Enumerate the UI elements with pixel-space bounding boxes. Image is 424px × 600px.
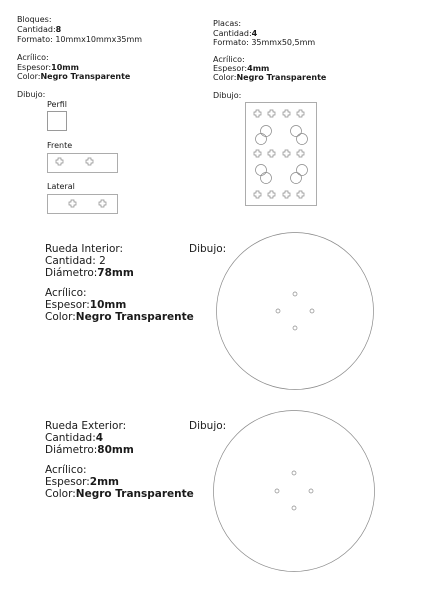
rueda-exterior-espesor <box>45 476 119 488</box>
rueda-interior-color-value: Negro Transparente <box>75 311 194 323</box>
placas-cantidad-value: 4 <box>251 29 258 38</box>
rueda-interior-dibujo-label: Dibujo: <box>189 243 227 255</box>
rueda-interior-espesor <box>45 299 126 311</box>
rueda-exterior-color-value: Negro Transparente <box>75 488 194 500</box>
rueda-interior-diametro <box>45 267 134 279</box>
rueda-exterior-cantidad <box>45 432 103 444</box>
rueda-exterior-drawing <box>213 410 375 572</box>
placas-dibujo-label: Dibujo: <box>213 91 242 100</box>
rueda-exterior-acrilico-label: Acrílico: <box>45 464 87 476</box>
rueda-exterior-espesor-label: Espesor: <box>45 476 90 488</box>
bloques-title: Bloques: <box>17 15 52 24</box>
bloques-color-value: Negro Transparente <box>40 72 131 81</box>
bloques-color-label: Color: <box>17 72 41 81</box>
bloques-cantidad-label: Cantidad: <box>17 25 56 34</box>
bloques-cantidad <box>17 25 61 35</box>
bloques-espesor-label: Espesor: <box>17 63 52 72</box>
bloques-acrilico-label: Acrílico: <box>17 53 49 62</box>
bloques-formato-value: 10mmx10mmx35mm <box>55 35 143 44</box>
placa-row-3 <box>254 191 304 198</box>
rueda-interior-espesor-value: 10mm <box>89 299 127 311</box>
bloques-dibujo-label: Dibujo: <box>17 90 46 99</box>
rueda-interior-cantidad <box>45 255 106 267</box>
perfil-label: Perfil <box>47 100 68 109</box>
rueda-exterior-diametro-label: Diámetro: <box>45 444 98 456</box>
lateral-drawing <box>47 194 118 214</box>
rueda-interior-title: Rueda Interior: <box>45 243 124 255</box>
placas-color <box>213 73 326 83</box>
frente-drawing <box>47 153 118 173</box>
rueda-exterior-cantidad-label: Cantidad: <box>45 432 96 444</box>
placas-acrilico-label: Acrílico: <box>213 55 245 64</box>
rueda-exterior-title: Rueda Exterior: <box>45 420 127 432</box>
bloques-formato <box>17 35 142 45</box>
rueda-interior-cantidad-label: Cantidad: <box>45 255 96 267</box>
perfil-drawing <box>47 111 67 131</box>
rueda-exterior-diametro-value: 80mm <box>97 444 134 456</box>
bloques-color <box>17 72 130 82</box>
bloques-cantidad-value: 8 <box>55 25 62 34</box>
placas-color-label: Color: <box>213 73 237 82</box>
rueda-exterior-color-label: Color: <box>45 488 76 500</box>
rueda-interior-color <box>45 311 194 323</box>
rueda-interior-color-label: Color: <box>45 311 76 323</box>
rueda-interior-diametro-label: Diámetro: <box>45 267 98 279</box>
placas-formato-value: 35mmx50,5mm <box>251 38 316 47</box>
rueda-exterior-dibujo-label: Dibujo: <box>189 420 227 432</box>
placas-espesor-label: Espesor: <box>213 64 248 73</box>
placa-drawing <box>245 102 317 206</box>
lateral-label: Lateral <box>47 182 75 191</box>
placas-espesor-value: 4mm <box>247 64 270 73</box>
placas-formato-label: Formato: <box>213 38 249 47</box>
rueda-exterior-espesor-value: 2mm <box>89 476 119 488</box>
rueda-interior-cantidad-value: 2 <box>99 255 106 267</box>
placas-cantidad-label: Cantidad: <box>213 29 252 38</box>
rueda-interior-acrilico-label: Acrílico: <box>45 287 87 299</box>
rueda-exterior-cantidad-value: 4 <box>95 432 104 444</box>
rueda-interior-drawing <box>216 232 374 390</box>
rueda-exterior-color <box>45 488 194 500</box>
placa-row-2 <box>254 150 304 157</box>
placas-color-value: Negro Transparente <box>236 73 327 82</box>
placas-title: Placas: <box>213 19 242 28</box>
placas-formato <box>213 38 315 48</box>
rueda-interior-espesor-label: Espesor: <box>45 299 90 311</box>
rueda-exterior-diametro <box>45 444 134 456</box>
frente-label: Frente <box>47 141 73 150</box>
rueda-interior-diametro-value: 78mm <box>97 267 134 279</box>
bloques-espesor-value: 10mm <box>51 63 79 72</box>
placa-row-1 <box>254 110 304 117</box>
bloques-formato-label: Formato: <box>17 35 53 44</box>
